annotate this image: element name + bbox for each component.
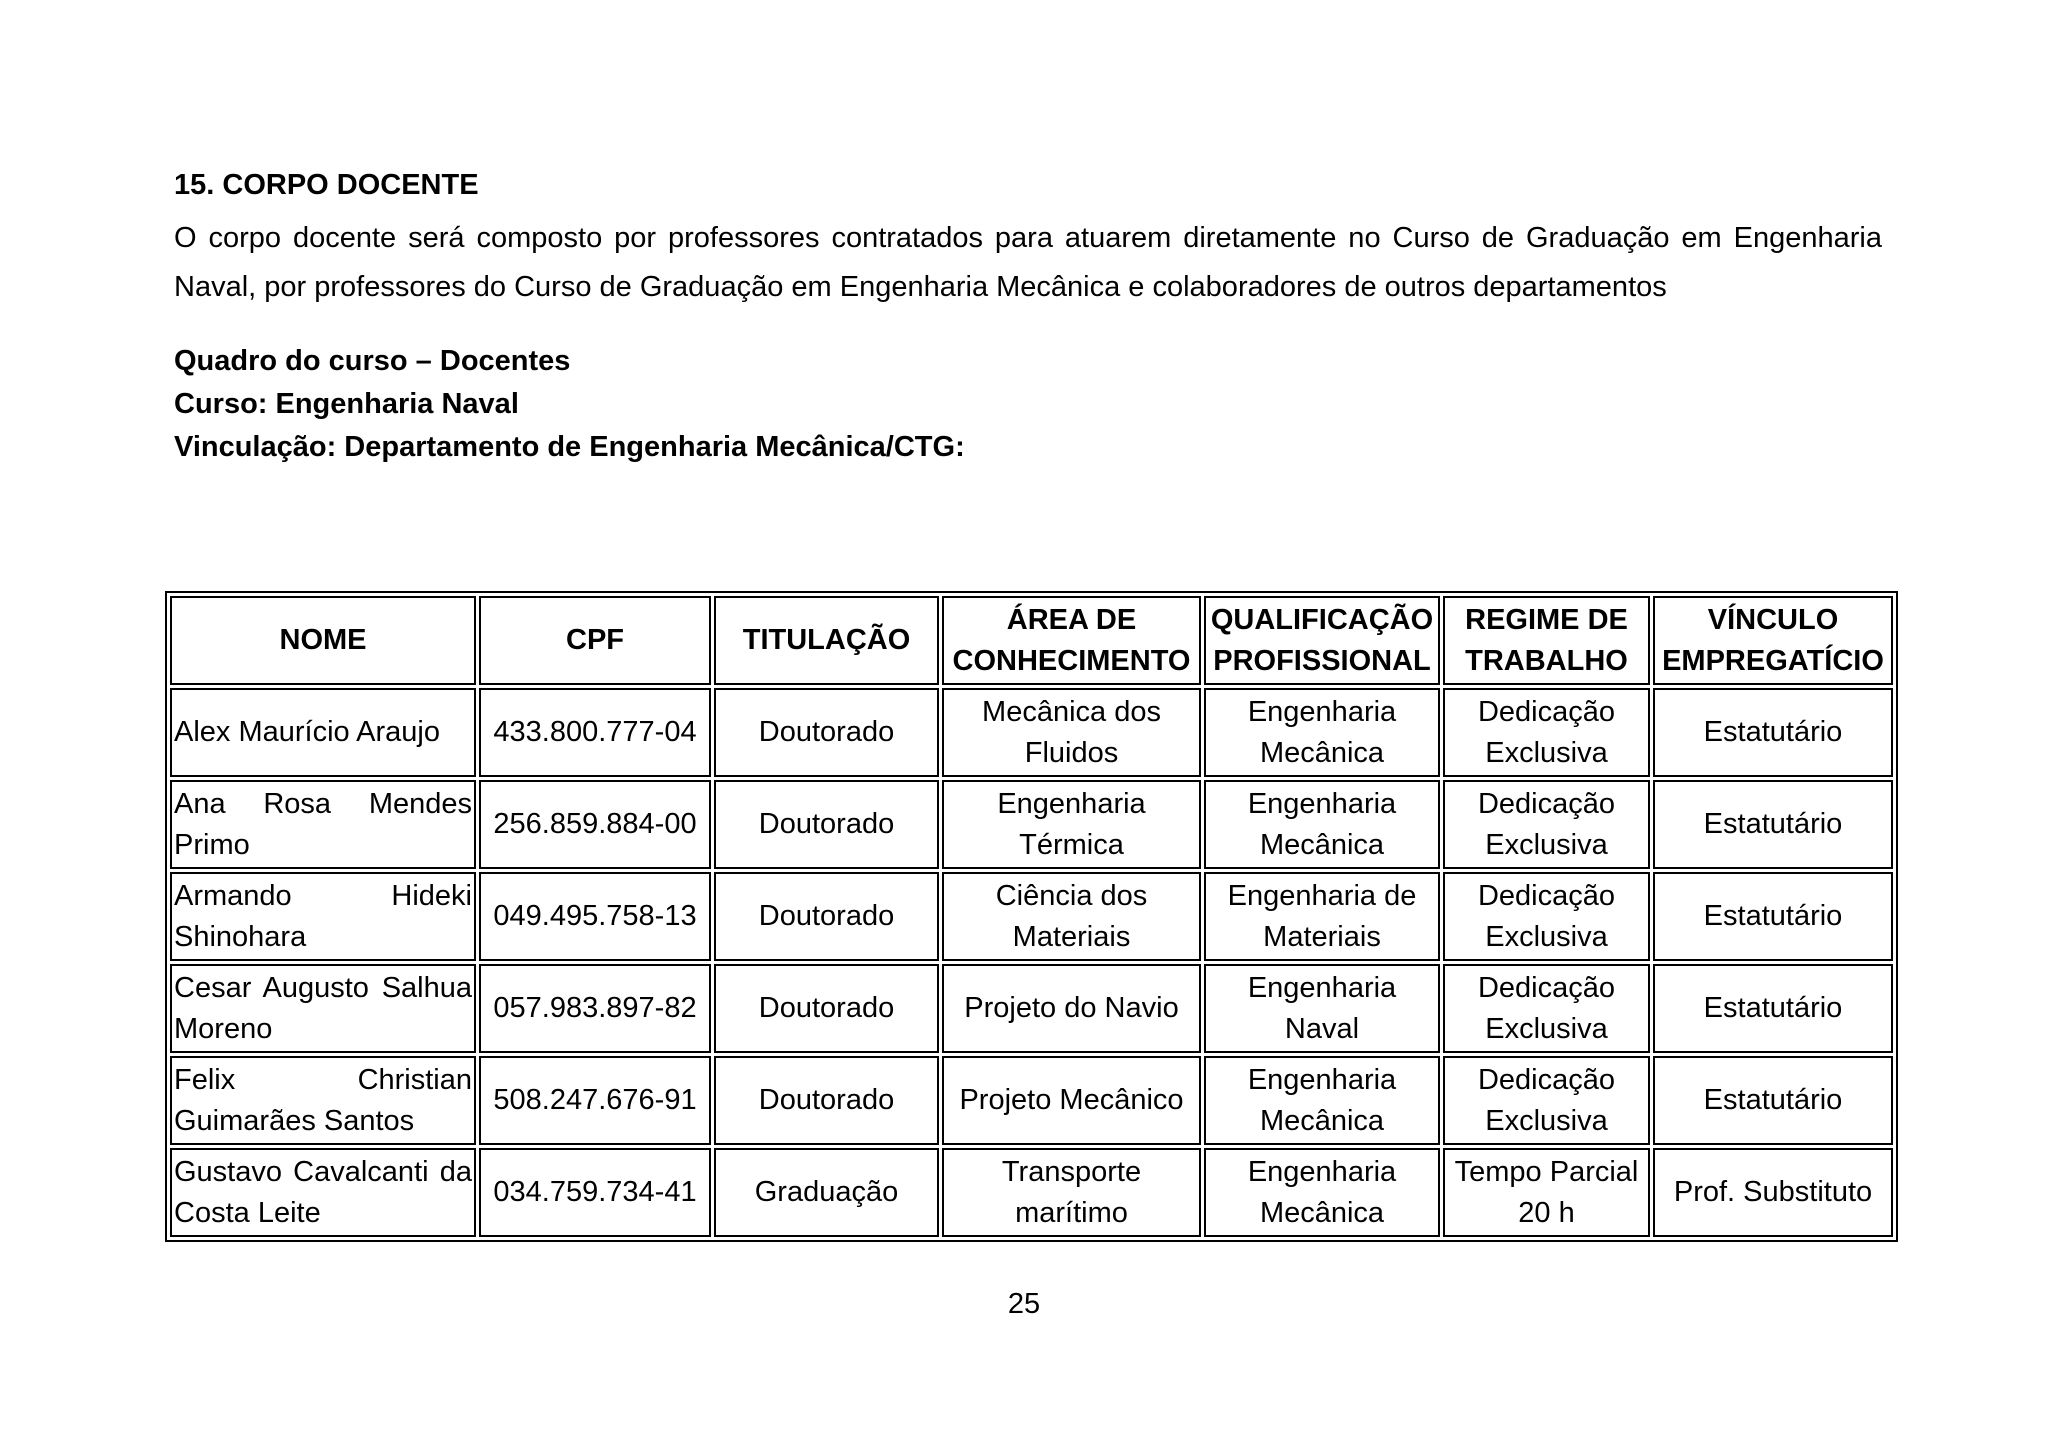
- cell-nome: Armando Hideki Shinohara: [170, 872, 476, 961]
- cell-regime: Dedicação Exclusiva: [1443, 688, 1650, 777]
- cell-qualificacao: Engenharia Mecânica: [1204, 1148, 1440, 1237]
- cell-area: Projeto Mecânico: [942, 1056, 1201, 1145]
- cell-cpf: 034.759.734-41: [479, 1148, 711, 1237]
- quadro-heading: Quadro do curso – Docentes: [174, 345, 571, 377]
- cell-titulacao: Doutorado: [714, 872, 939, 961]
- cell-cpf: 049.495.758-13: [479, 872, 711, 961]
- cell-area: Transporte marítimo: [942, 1148, 1201, 1237]
- header-qualificacao: QUALIFICAÇÃO PROFISSIONAL: [1204, 596, 1440, 685]
- cell-area: Ciência dos Materiais: [942, 872, 1201, 961]
- cell-regime: Dedicação Exclusiva: [1443, 1056, 1650, 1145]
- cell-nome: Alex Maurício Araujo: [170, 688, 476, 777]
- cell-titulacao: Doutorado: [714, 964, 939, 1053]
- cell-titulacao: Doutorado: [714, 688, 939, 777]
- header-regime: REGIME DE TRABALHO: [1443, 596, 1650, 685]
- cell-vinculo: Prof. Substituto: [1653, 1148, 1893, 1237]
- cell-qualificacao: Engenharia Naval: [1204, 964, 1440, 1053]
- cell-nome: Cesar Augusto Salhua Moreno: [170, 964, 476, 1053]
- cell-cpf: 256.859.884-00: [479, 780, 711, 869]
- section-title: 15. CORPO DOCENTE: [174, 169, 479, 201]
- table-row: [170, 688, 1893, 777]
- cell-vinculo: Estatutário: [1653, 780, 1893, 869]
- cell-nome: Gustavo Cavalcanti da Costa Leite: [170, 1148, 476, 1237]
- cell-titulacao: Doutorado: [714, 1056, 939, 1145]
- table-row: [170, 1148, 1893, 1237]
- faculty-table: [165, 591, 1898, 1242]
- page-number: 25: [1007, 1288, 1041, 1320]
- curso-heading: Curso: Engenharia Naval: [174, 388, 519, 420]
- cell-vinculo: Estatutário: [1653, 688, 1893, 777]
- cell-nome: Felix Christian Guimarães Santos: [170, 1056, 476, 1145]
- course-meta: [174, 340, 1882, 469]
- cell-qualificacao: Engenharia Mecânica: [1204, 688, 1440, 777]
- cell-regime: Tempo Parcial 20 h: [1443, 1148, 1650, 1237]
- cell-regime: Dedicação Exclusiva: [1443, 872, 1650, 961]
- header-vinculo: VÍNCULO EMPREGATÍCIO: [1653, 596, 1893, 685]
- cell-vinculo: Estatutário: [1653, 964, 1893, 1053]
- cell-titulacao: Doutorado: [714, 780, 939, 869]
- intro-paragraph: O corpo docente será composto por professores contratados para atuarem diretamente no Curso de Graduação em Engenharia Naval, por professores do Curso de Graduação em Engenharia Mecânica e colaboradores de outros departamentos: [174, 222, 1882, 303]
- document-page: [174, 166, 1882, 469]
- cell-vinculo: Estatutário: [1653, 1056, 1893, 1145]
- cell-qualificacao: Engenharia Mecânica: [1204, 1056, 1440, 1145]
- cell-area: Engenharia Térmica: [942, 780, 1201, 869]
- vinculacao-heading: Vinculação: Departamento de Engenharia Mecânica/CTG:: [174, 431, 965, 463]
- cell-regime: Dedicação Exclusiva: [1443, 964, 1650, 1053]
- table-header-row: [170, 596, 1893, 685]
- cell-area: Projeto do Navio: [942, 964, 1201, 1053]
- table-row: [170, 872, 1893, 961]
- cell-vinculo: Estatutário: [1653, 872, 1893, 961]
- cell-area: Mecânica dos Fluidos: [942, 688, 1201, 777]
- header-area-conhecimento: ÁREA DE CONHECIMENTO: [942, 596, 1201, 685]
- header-cpf: CPF: [479, 596, 711, 685]
- cell-cpf: 057.983.897-82: [479, 964, 711, 1053]
- cell-qualificacao: Engenharia Mecânica: [1204, 780, 1440, 869]
- cell-regime: Dedicação Exclusiva: [1443, 780, 1650, 869]
- header-titulacao: TITULAÇÃO: [714, 596, 939, 685]
- cell-cpf: 433.800.777-04: [479, 688, 711, 777]
- cell-nome: Ana Rosa Mendes Primo: [170, 780, 476, 869]
- table-row: [170, 964, 1893, 1053]
- table-row: [170, 1056, 1893, 1145]
- cell-titulacao: Graduação: [714, 1148, 939, 1237]
- header-nome: NOME: [170, 596, 476, 685]
- cell-cpf: 508.247.676-91: [479, 1056, 711, 1145]
- cell-qualificacao: Engenharia de Materiais: [1204, 872, 1440, 961]
- table-row: [170, 780, 1893, 869]
